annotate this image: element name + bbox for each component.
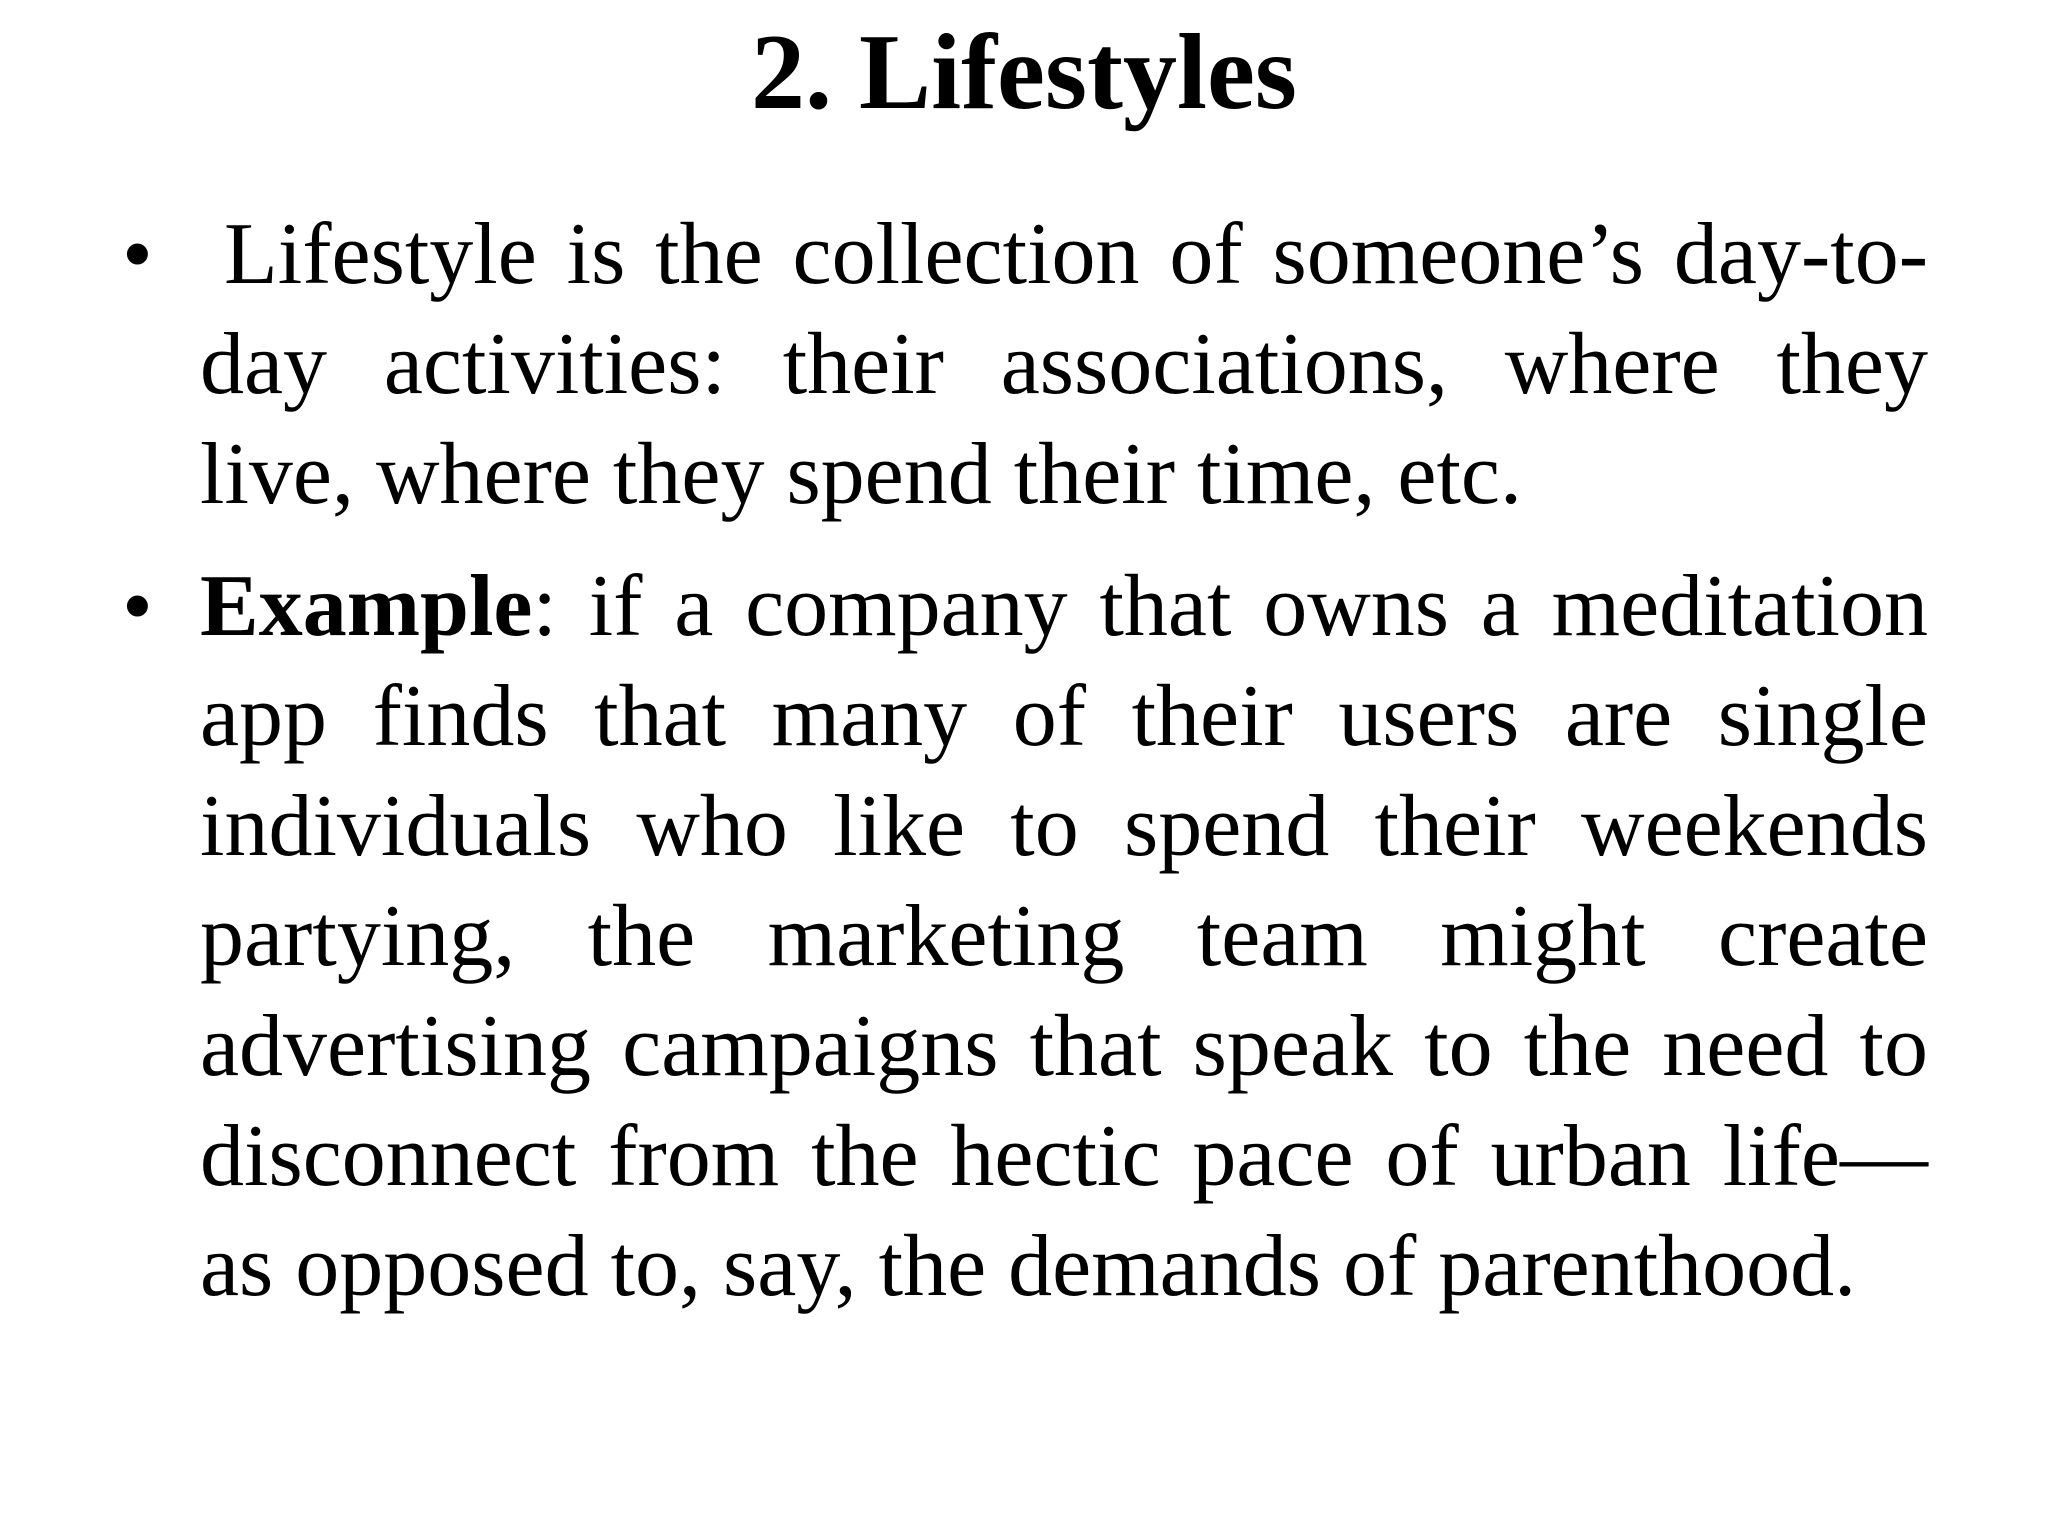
bullet-item-example (122, 552, 1928, 1322)
bullet-icon: • (122, 206, 153, 303)
bullet-list (122, 200, 1928, 1344)
example-term: Example (200, 558, 533, 655)
bullet-item-definition (122, 200, 1928, 530)
bullet-text-example: if a company that owns a meditation app finds that many of their users are single individuals who like to spend their weekends partying, the marketing team might create advertising campaigns that speak to the need to disconnect from the hectic pace of urban life—as opposed to, say, the demands of parenthood. (200, 558, 1928, 1315)
slide-title: 2. Lifestyles (751, 13, 1297, 132)
example-separator: : (532, 558, 557, 655)
bullet-icon: • (122, 558, 153, 655)
bullet-text-definition: Lifestyle is the collection of someone’s day-to-day activities: their associations, where they live, where they spend their time, etc. (200, 206, 1928, 523)
